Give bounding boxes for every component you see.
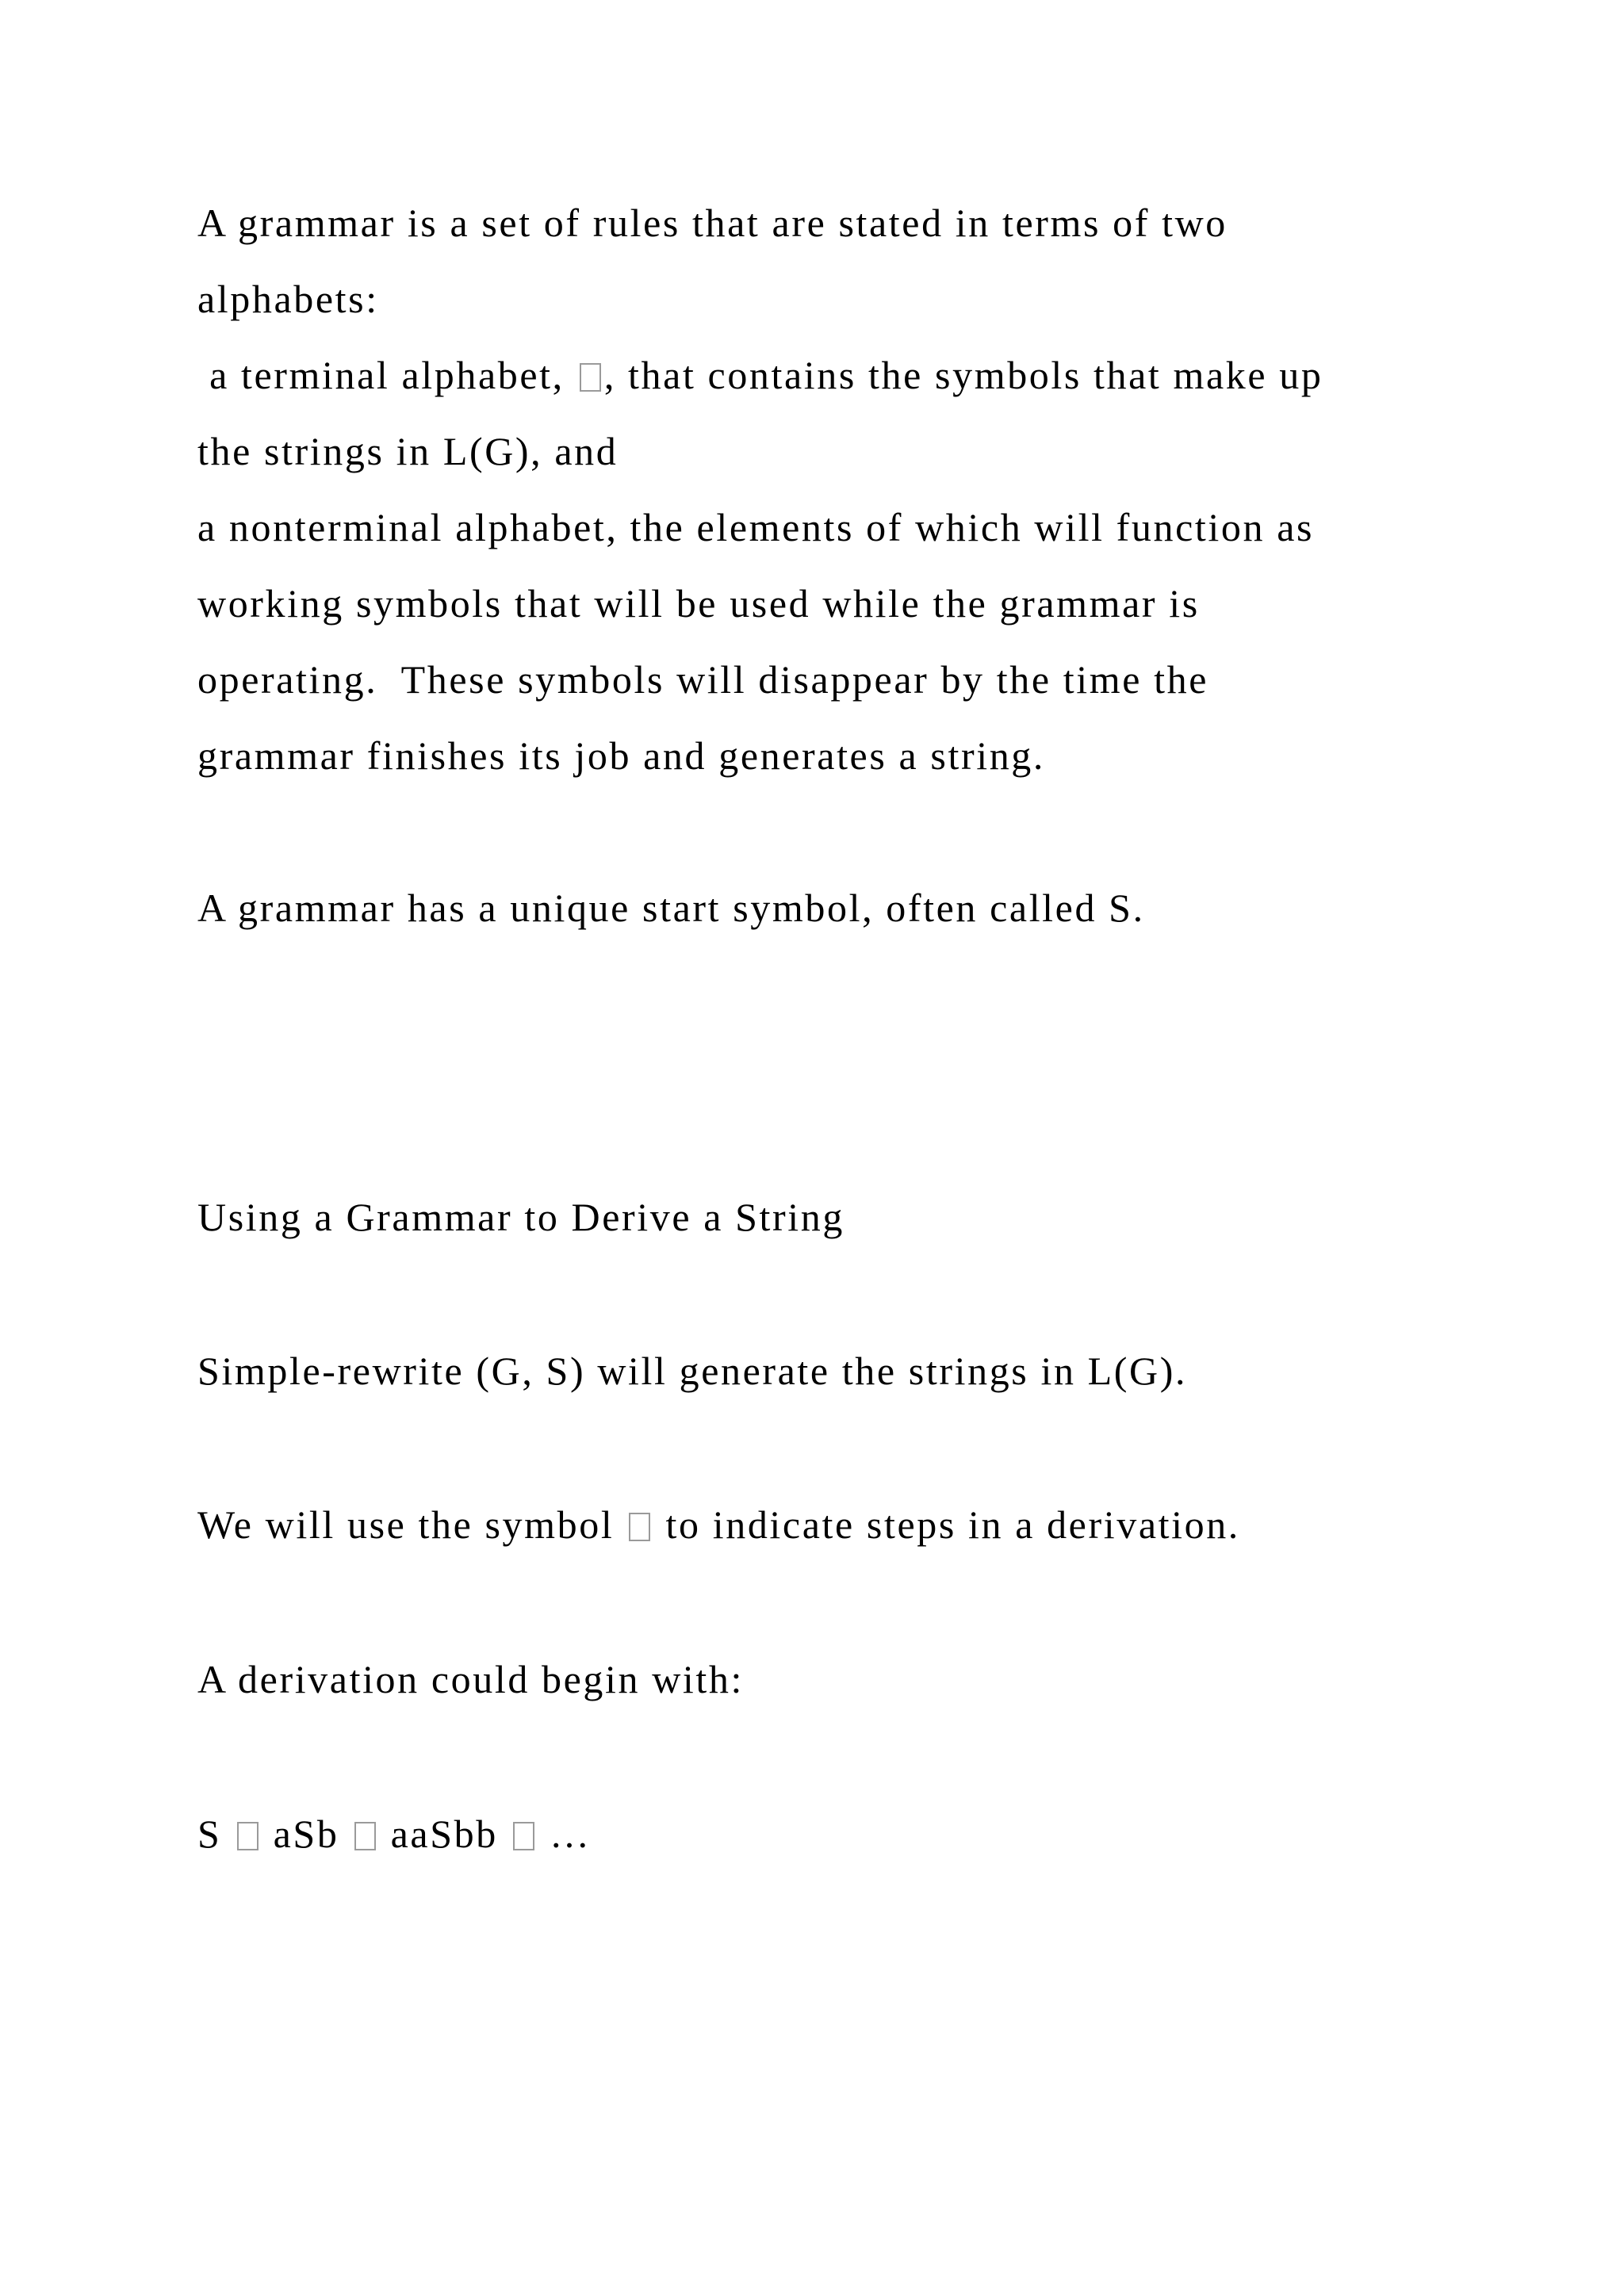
- paragraph-line: Simple-rewrite (G, S) will generate the strings in L(G).: [197, 1349, 1188, 1393]
- missing-glyph-icon: [513, 1822, 534, 1850]
- paragraph-line: [197, 1501, 1240, 1548]
- missing-glyph-icon: [580, 363, 601, 392]
- paragraph-line: A derivation could begin with:: [197, 1657, 745, 1701]
- missing-glyph-icon: [237, 1822, 259, 1850]
- paragraph-line: operating. These symbols will disappear by the time the: [197, 657, 1208, 702]
- derivation-term: S: [197, 1812, 234, 1856]
- paragraph-line: grammar finishes its job and generates a string.: [197, 733, 1045, 778]
- section-heading: Using a Grammar to Derive a String: [197, 1195, 845, 1239]
- derivation-term: aaSbb: [378, 1812, 510, 1856]
- text-segment: a terminal alphabet,: [197, 353, 576, 397]
- paragraph-line: alphabets:: [197, 277, 379, 321]
- missing-glyph-icon: [629, 1513, 650, 1541]
- text-segment: We will use the symbol: [197, 1502, 626, 1547]
- paragraph-line: A grammar has a unique start symbol, often called S.: [197, 886, 1145, 930]
- missing-glyph-icon: [354, 1822, 376, 1850]
- derivation-term: …: [537, 1812, 592, 1856]
- paragraph-line: a nonterminal alphabet, the elements of which will function as: [197, 505, 1315, 549]
- derivation-line: [197, 1810, 592, 1858]
- paragraph-line: [197, 351, 1323, 399]
- derivation-term: aSb: [261, 1812, 351, 1856]
- text-segment: , that contains the symbols that make up: [603, 353, 1323, 397]
- paragraph-line: the strings in L(G), and: [197, 429, 619, 473]
- text-segment: to indicate steps in a derivation.: [653, 1502, 1240, 1547]
- paragraph-line: A grammar is a set of rules that are stated in terms of two: [197, 201, 1228, 245]
- paragraph-line: working symbols that will be used while the grammar is: [197, 581, 1200, 626]
